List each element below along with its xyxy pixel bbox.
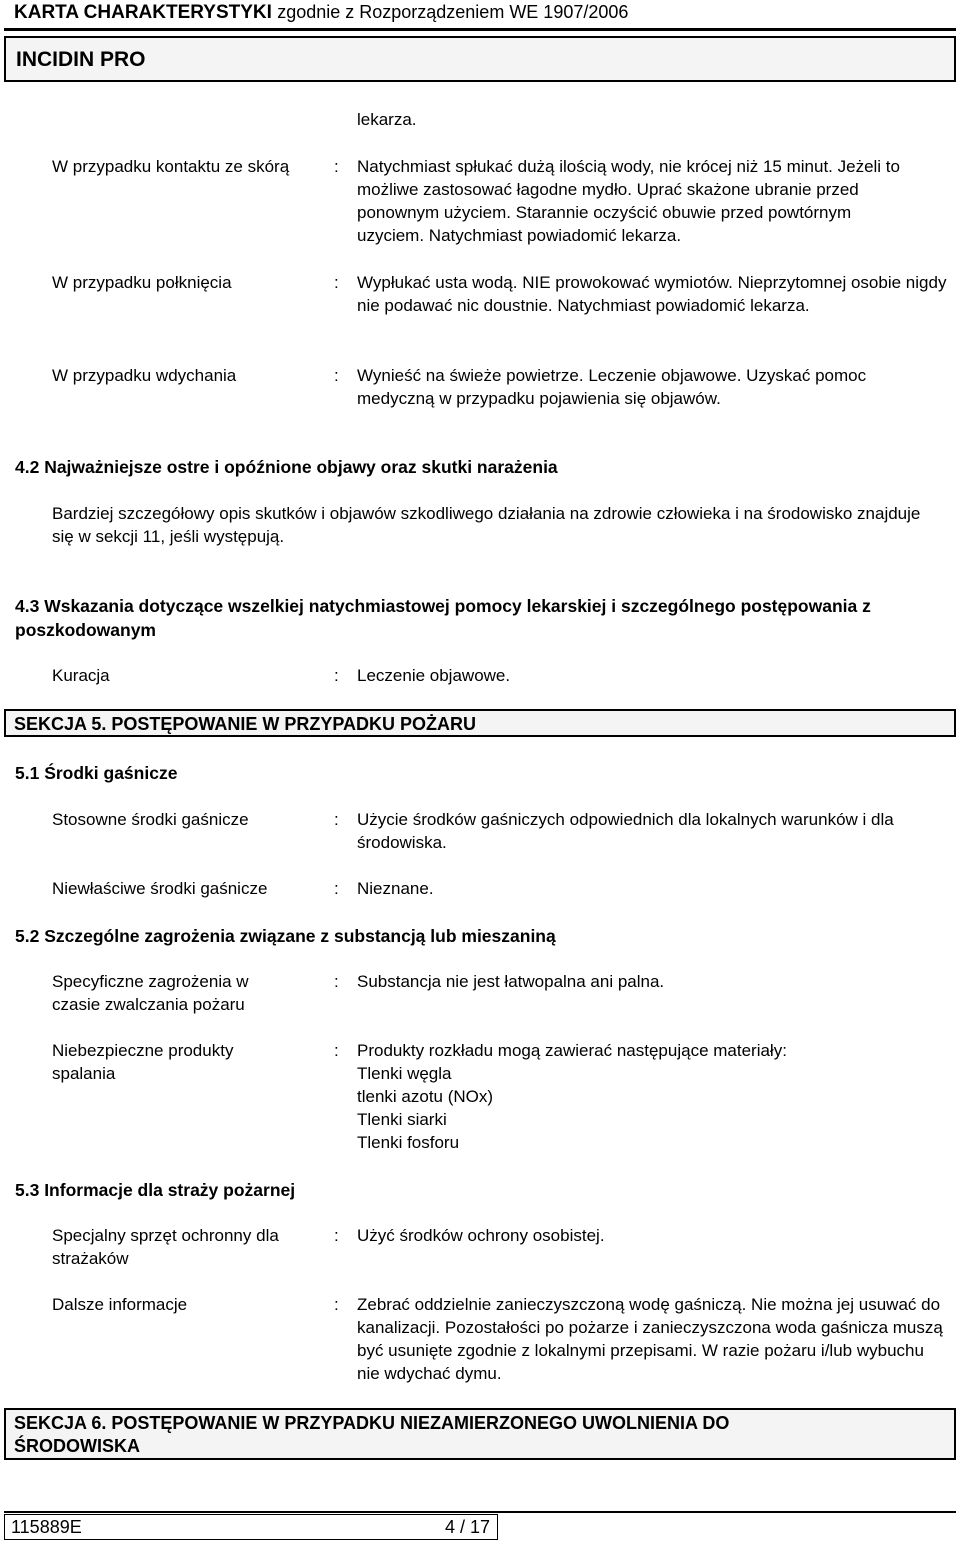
combustion-product-item: tlenki azotu (NOx) xyxy=(357,1087,494,1106)
row-label: Stosowne środki gaśnicze xyxy=(52,810,249,829)
subsection-5-3-heading: 5.3 Informacje dla straży pożarnej xyxy=(15,1180,296,1200)
row-value: Wypłukać usta wodą. NIE prowokować wymiotów. Nieprzytomnej osobie nigdy nie podawać nic doustnie. Natychmiast powiadomić lekarza. xyxy=(357,273,947,315)
document-id: 115889E xyxy=(11,1517,82,1537)
footer xyxy=(4,1514,498,1540)
combustion-product-item: Tlenki siarki xyxy=(357,1110,447,1129)
row-label: Niebezpieczne produkty spalania xyxy=(52,1041,234,1083)
row-label: W przypadku kontaktu ze skórą xyxy=(52,157,290,176)
row-value: Leczenie objawowe. xyxy=(357,666,511,685)
row-colon: : xyxy=(334,273,339,292)
row-value: Użycie środków gaśniczych odpowiednich dla lokalnych warunków i dla środowiska. xyxy=(357,810,894,852)
row-label: Dalsze informacje xyxy=(52,1295,188,1314)
row-colon: : xyxy=(334,666,339,685)
section-6-header: SEKCJA 6. POSTĘPOWANIE W PRZYPADKU NIEZAMIERZONEGO UWOLNIENIA DO ŚRODOWISKA xyxy=(4,1408,956,1460)
row-value: Zebrać oddzielnie zanieczyszczoną wodę gaśniczą. Nie można jej usuwać do kanalizacji. Pozostałości po pożarze i zanieczyszczona woda gaśnicza muszą być usunięte zgodnie z lokalnymi przepisami. W razie pożaru i/lub wybuchu nie wdychać dymu. xyxy=(357,1295,943,1383)
row-colon: : xyxy=(334,366,339,385)
row-colon: : xyxy=(334,810,339,829)
document-title-main: KARTA CHARAKTERYSTYKI xyxy=(14,2,272,23)
document-title-sub: zgodnie z Rozporządzeniem WE 1907/2006 xyxy=(277,2,629,22)
row-colon: : xyxy=(334,1295,339,1314)
subsection-5-1-heading: 5.1 Środki gaśnicze xyxy=(15,763,178,783)
document-title xyxy=(14,2,628,24)
row-colon: : xyxy=(334,972,339,991)
subsection-4-2-text: Bardziej szczegółowy opis skutków i objawów szkodliwego działania na zdrowie człowieka i na środowisko znajduje się w sekcji 11, jeśli występują. xyxy=(52,504,921,546)
row-label: Specyficzne zagrożenia w czasie zwalczania pożaru xyxy=(52,972,249,1014)
row-value: Wynieść na świeże powietrze. Leczenie objawowe. Uzyskać pomoc medyczną w przypadku pojawienia się objawów. xyxy=(357,366,867,408)
row-value: Nieznane. xyxy=(357,879,434,898)
row-colon: : xyxy=(334,157,339,176)
carryover-text: lekarza. xyxy=(357,110,417,129)
row-value: Użyć środków ochrony osobistej. xyxy=(357,1226,605,1245)
subsection-5-2-heading: 5.2 Szczególne zagrożenia związane z substancją lub mieszaniną xyxy=(15,926,556,946)
row-label: Specjalny sprzęt ochronny dla strażaków xyxy=(52,1226,279,1268)
combustion-product-item: Tlenki fosforu xyxy=(357,1133,460,1152)
row-colon: : xyxy=(334,1041,339,1060)
row-label: Kuracja xyxy=(52,666,110,685)
header-rule xyxy=(4,28,956,31)
row-colon: : xyxy=(334,1226,339,1245)
subsection-4-2-heading: 4.2 Najważniejsze ostre i opóźnione objawy oraz skutki narażenia xyxy=(15,457,558,477)
product-box xyxy=(4,36,956,82)
row-value xyxy=(357,1039,947,1154)
row-label: W przypadku wdychania xyxy=(52,366,237,385)
row-colon: : xyxy=(334,879,339,898)
combustion-intro: Produkty rozkładu mogą zawierać następujące materiały: xyxy=(357,1041,787,1060)
row-value: Natychmiast spłukać dużą ilością wody, nie krócej niż 15 minut. Jeżeli to możliwe zastosować łagodne mydło. Uprać skażone ubranie przed ponownym użyciem. Starannie oczyścić obuwie przed powtórnym uzyciem. Natychmiast powiadomić lekarza. xyxy=(357,157,900,245)
subsection-4-3-heading: 4.3 Wskazania dotyczące wszelkiej natychmiastowej pomocy lekarskiej i szczególnego postępowania z poszkodowanym xyxy=(15,596,871,640)
row-label: W przypadku połknięcia xyxy=(52,273,232,292)
page-number: 4 / 17 xyxy=(445,1517,491,1537)
product-name: INCIDIN PRO xyxy=(16,48,146,71)
combustion-product-item: Tlenki węgla xyxy=(357,1064,452,1083)
row-value: Substancja nie jest łatwopalna ani palna. xyxy=(357,972,665,991)
section-5-header: SEKCJA 5. POSTĘPOWANIE W PRZYPADKU POŻARU xyxy=(4,709,956,737)
footer-rule xyxy=(4,1511,956,1513)
row-label: Niewłaściwe środki gaśnicze xyxy=(52,879,268,898)
